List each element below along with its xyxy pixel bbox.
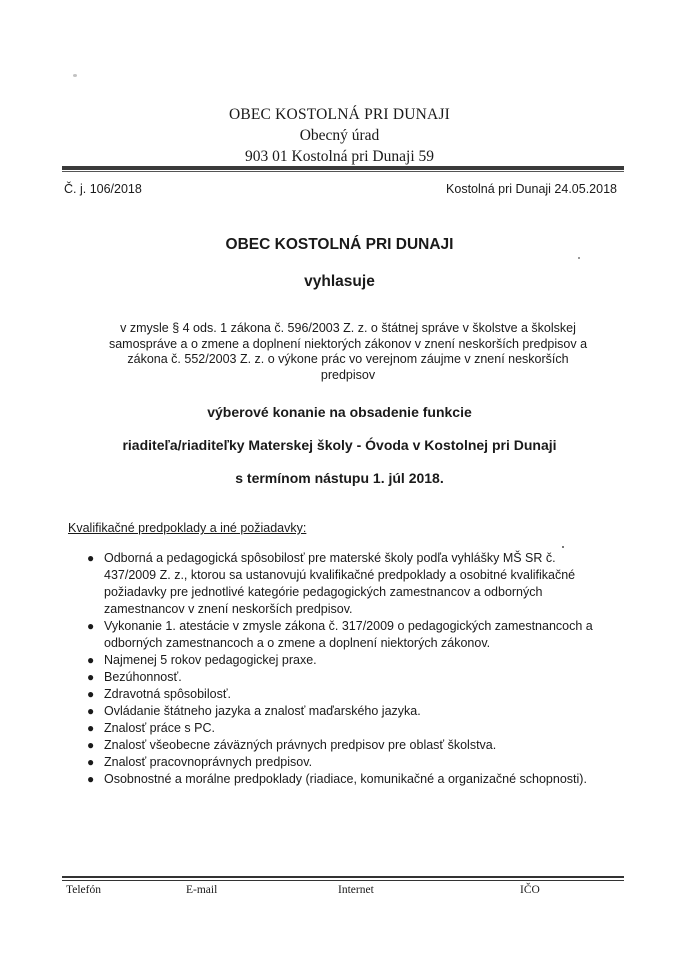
list-item: ● Znalosť pracovnoprávnych predpisov. bbox=[87, 755, 313, 769]
header-rule-thin bbox=[62, 171, 624, 172]
list-item: ● Zdravotná spôsobilosť. bbox=[87, 687, 231, 701]
footer-phone-label: Telefón bbox=[66, 884, 101, 896]
list-item: ● Odborná a pedagogická spôsobilosť pre materské školy podľa vyhlášky MŠ SR č. 437/2009 Z. z., ktorou sa ustanovujú kvalifikačné predpoklady a osobitné kvalifikačné požiadavky pre jednotlivé kategórie pedagogických zamestnancov a odborných zamestnancov v znení neskorších predpisov. bbox=[87, 551, 576, 616]
document-title: OBEC KOSTOLNÁ PRI DUNAJI bbox=[225, 236, 454, 253]
letterhead bbox=[0, 104, 679, 167]
selection-line-3: s termínom nástupu 1. júl 2018. bbox=[235, 470, 444, 486]
footer-ico-label: IČO bbox=[520, 884, 540, 896]
header-rule bbox=[62, 166, 624, 170]
bullet-icon: ● bbox=[87, 670, 95, 684]
list-item: ● Znalosť všeobecne záväzných právnych predpisov pre oblasť školstva. bbox=[87, 738, 497, 752]
bullet-icon: ● bbox=[87, 738, 95, 752]
bullet-icon: ● bbox=[87, 653, 95, 667]
scan-speck bbox=[578, 257, 580, 259]
list-item: ● Ovládanie štátneho jazyka a znalosť maďarského jazyka. bbox=[87, 704, 421, 718]
letterhead-address: 903 01 Kostolná pri Dunaji 59 bbox=[245, 148, 434, 165]
scan-speck bbox=[562, 546, 564, 548]
selection-line-1: výberové konanie na obsadenie funkcie bbox=[207, 404, 472, 420]
bullet-icon: ● bbox=[87, 704, 95, 718]
legal-basis: v zmysle § 4 ods. 1 zákona č. 596/2003 Z. z. o štátnej správe v školstve a školskej samospráve a o zmene a doplnení niektorých zákonov v znení neskorších predpisov a zákona č. 552/2003 Z. z. o výkone prác vo verejnom záujme v znení neskorších predpisov bbox=[108, 321, 588, 382]
bullet-icon: ● bbox=[87, 755, 95, 769]
letterhead-office: Obecný úrad bbox=[299, 127, 380, 144]
footer-email-label: E-mail bbox=[186, 884, 218, 896]
footer-rule-thin bbox=[62, 880, 624, 881]
reference-number: Č. j. 106/2018 bbox=[64, 182, 142, 196]
qualifications-heading: Kvalifikačné predpoklady a iné požiadavky: bbox=[68, 521, 307, 535]
bullet-icon: ● bbox=[87, 721, 95, 735]
qualifications-list bbox=[84, 550, 604, 788]
list-item: ● Vykonanie 1. atestácie v zmysle zákona č. 317/2009 o pedagogických zamestnancoch a odborných zamestnancoch a o zmene a doplnení niektorých zákonov. bbox=[87, 619, 593, 650]
announces-verb: vyhlasuje bbox=[304, 273, 375, 290]
bullet-icon: ● bbox=[87, 772, 95, 786]
bullet-icon: ● bbox=[87, 551, 95, 565]
scan-speck bbox=[73, 74, 77, 77]
bullet-icon: ● bbox=[87, 687, 95, 701]
place-date: Kostolná pri Dunaji 24.05.2018 bbox=[446, 182, 617, 196]
letterhead-municipality: OBEC KOSTOLNÁ PRI DUNAJI bbox=[228, 106, 451, 123]
list-item: ● Najmenej 5 rokov pedagogickej praxe. bbox=[87, 653, 317, 667]
list-item: ● Znalosť práce s PC. bbox=[87, 721, 215, 735]
footer-internet-label: Internet bbox=[338, 884, 374, 896]
list-item: ● Osobnostné a morálne predpoklady (riadiace, komunikačné a organizačné schopnosti). bbox=[87, 772, 587, 786]
footer-rule bbox=[62, 876, 624, 878]
selection-line-2: riaditeľa/riaditeľky Materskej školy - Óvoda v Kostolnej pri Dunaji bbox=[122, 437, 557, 453]
bullet-icon: ● bbox=[87, 619, 95, 633]
list-item: ● Bezúhonnosť. bbox=[87, 670, 182, 684]
